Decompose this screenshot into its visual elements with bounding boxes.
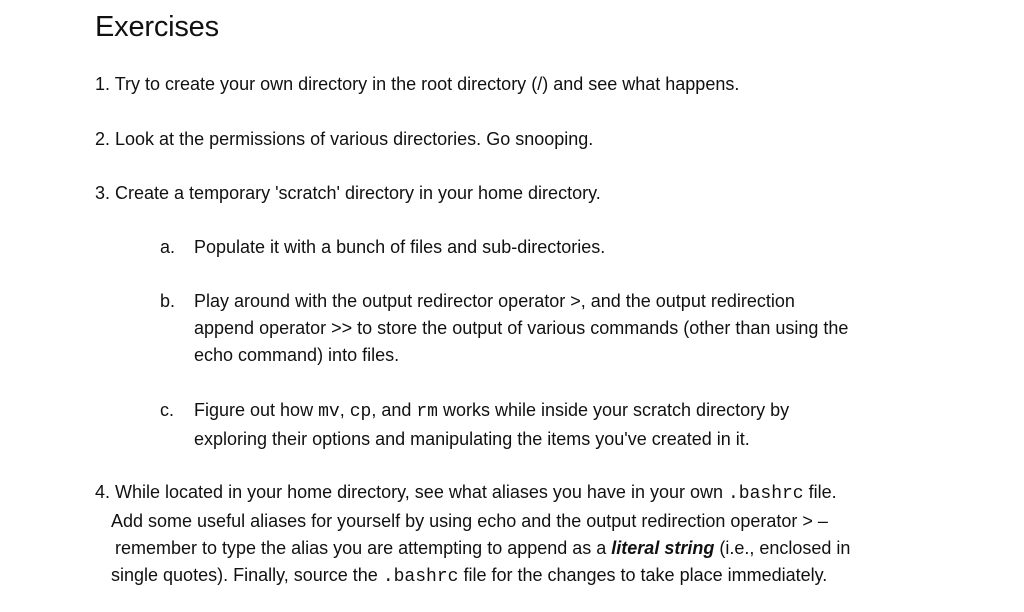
bashrc-filename: .bashrc	[728, 484, 804, 504]
root-directory-code: /	[537, 74, 543, 94]
exercise-3a-text: Populate it with a bunch of files and sub-directories.	[194, 237, 606, 257]
exercise-3c-line-1	[194, 397, 789, 426]
exercise-3c-line-1-before: Figure out how	[194, 400, 319, 420]
exercise-4	[95, 479, 850, 591]
exercise-4-number: 4.	[95, 482, 111, 502]
exercise-3b-body	[194, 288, 848, 369]
rm-command: rm	[416, 402, 438, 422]
exercise-4-line-1-before: While located in your home directory, see what aliases you have in your own	[110, 482, 728, 502]
separator-1: ,	[339, 400, 350, 420]
exercise-4-line-1-after: file.	[803, 482, 837, 502]
exercise-3c-body	[194, 397, 789, 453]
cp-command: cp	[349, 402, 372, 422]
mv-command: mv	[318, 402, 340, 422]
exercise-3b-letter: b.	[160, 291, 176, 311]
separator-2: , and	[371, 400, 417, 420]
exercise-1-text-after: ) and see what happens.	[542, 74, 740, 94]
exercise-3b-line-2: append operator >> to store the output of various commands (other than using the	[194, 318, 849, 338]
exercise-3c	[160, 397, 960, 451]
exercise-4-line-2: Add some useful aliases for yourself by using echo and the output redirection operator > –	[111, 511, 828, 531]
exercise-4-line-4-before: single quotes). Finally, source the	[111, 565, 383, 585]
exercise-3b-line-3: echo command) into files.	[194, 345, 400, 365]
page-title: Exercises	[95, 11, 219, 43]
exercise-1	[95, 71, 739, 98]
exercise-3c-line-1-after: works while inside your scratch directory by	[437, 400, 790, 420]
bashrc-filename-2: .bashrc	[382, 567, 459, 587]
exercise-3c-letter: c.	[160, 400, 175, 420]
exercise-4-line-3-after: (i.e., enclosed in	[714, 538, 851, 558]
exercise-3a-letter: a.	[160, 237, 176, 257]
literal-string-emphasis: literal string	[611, 538, 715, 558]
exercise-4-line-4-after: file for the changes to take place immediately.	[458, 565, 828, 585]
exercise-2-text: Look at the permissions of various directories. Go snooping.	[110, 129, 594, 149]
exercise-3-number: 3.	[95, 183, 111, 203]
exercise-1-number: 1.	[95, 74, 111, 94]
exercise-4-line-3	[95, 535, 850, 562]
exercise-3b	[160, 288, 960, 369]
exercise-3a	[160, 234, 960, 261]
exercise-1-text-before: Try to create your own directory in the root directory (	[110, 74, 538, 94]
exercise-3-text: Create a temporary 'scratch' directory in your home directory.	[110, 183, 601, 203]
exercise-4-line-3-before: remember to type the alias you are attempting to append as a	[115, 538, 612, 558]
exercise-3	[95, 180, 601, 207]
exercise-3b-line-1: Play around with the output redirector operator >, and the output redirection	[194, 291, 795, 311]
exercise-2	[95, 126, 593, 153]
exercise-4-line-4	[95, 562, 850, 591]
exercise-4-line-1	[95, 479, 850, 508]
exercise-2-number: 2.	[95, 129, 111, 149]
exercise-3c-line-2: exploring their options and manipulating the items you've created in it.	[194, 429, 750, 449]
